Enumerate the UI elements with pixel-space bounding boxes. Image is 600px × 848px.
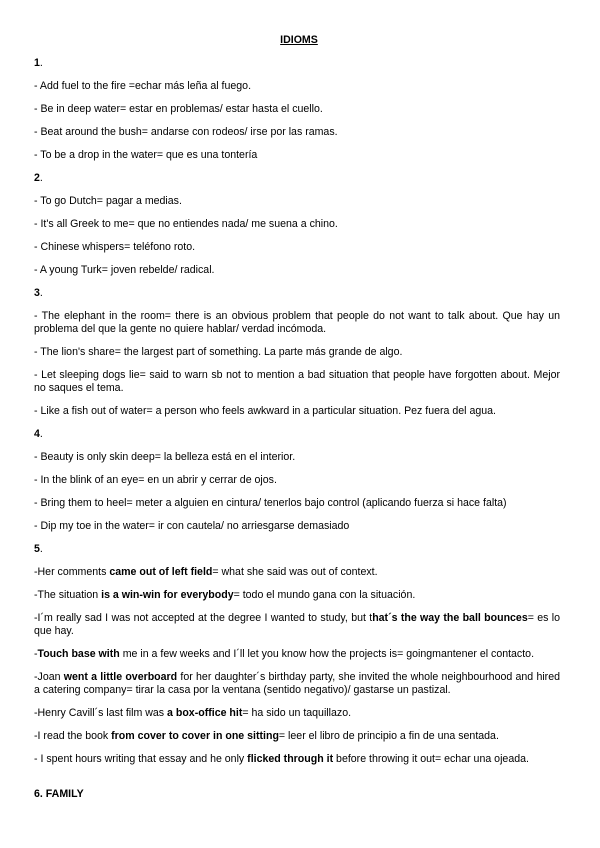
idiom-text: = what she said was out of context. bbox=[212, 566, 378, 578]
section-number-value: 3 bbox=[34, 287, 40, 299]
idiom-text: - Let sleeping dogs lie= said to warn sb not to mention a bad situation that people have forgotten about. Mejor no saques el tema. bbox=[34, 369, 560, 394]
idiom-text: - To go Dutch= pagar a medias. bbox=[34, 195, 182, 207]
idiom-item bbox=[34, 369, 560, 395]
idiom-phrase: hat´s the way the ball bounces bbox=[372, 612, 528, 624]
idiom-item bbox=[34, 753, 560, 766]
idiom-phrase: came out of left field bbox=[109, 566, 213, 578]
idiom-item bbox=[34, 195, 560, 208]
idiom-text: -Joan bbox=[34, 671, 64, 683]
idiom-item bbox=[34, 707, 560, 720]
idiom-text: - The elephant in the room= there is an obvious problem that people do not want to talk about. Que hay un problema del que la gente no quiere hablar/ verdad incómoda. bbox=[34, 310, 560, 335]
idiom-text: -Her comments bbox=[34, 566, 110, 578]
idiom-text: for her daughter´s birthday party, she invited the whole neighbourhood and hired a catering company= tirar la casa por la ventana (sentido negativo)/ gastarse un pastizal. bbox=[34, 671, 560, 696]
idiom-text: - bbox=[34, 648, 38, 660]
idiom-item bbox=[34, 730, 560, 743]
idiom-text: = todo el mundo gana con la situación. bbox=[233, 589, 416, 601]
idiom-text: = es lo que hay. bbox=[34, 612, 560, 637]
idiom-text: - Beauty is only skin deep= la belleza está en el interior. bbox=[34, 451, 296, 463]
idiom-item bbox=[34, 497, 560, 510]
idiom-phrase: a box-office hit bbox=[167, 707, 243, 719]
idiom-item bbox=[34, 310, 560, 336]
section-number-value: 5 bbox=[34, 543, 40, 555]
idiom-text: - To be a drop in the water= que es una tontería bbox=[34, 149, 258, 161]
idiom-text: - The lion's share= the largest part of something. La parte más grande de algo. bbox=[34, 346, 403, 358]
idiom-text: - Be in deep water= estar en problemas/ estar hasta el cuello. bbox=[34, 103, 323, 115]
idiom-text: - It's all Greek to me= que no entiendes nada/ me suena a chino. bbox=[34, 218, 338, 230]
section-number: 5. bbox=[34, 543, 43, 555]
idiom-item bbox=[34, 648, 560, 661]
idiom-text: = ha sido un taquillazo. bbox=[242, 707, 352, 719]
idiom-phrase: went a little overboard bbox=[63, 671, 178, 683]
idiom-item bbox=[34, 264, 560, 277]
idiom-item bbox=[34, 346, 560, 359]
idiom-item bbox=[34, 241, 560, 254]
idiom-sections bbox=[34, 57, 560, 766]
idiom-item bbox=[34, 451, 560, 464]
idiom-text: - A young Turk= joven rebelde/ radical. bbox=[34, 264, 215, 276]
section-number: 2. bbox=[34, 172, 43, 184]
document-title: IDIOMS bbox=[280, 34, 318, 46]
idiom-item bbox=[34, 149, 560, 162]
idiom-item bbox=[34, 612, 560, 638]
section-number-value: 4 bbox=[34, 428, 40, 440]
idiom-item bbox=[34, 80, 560, 93]
idiom-text: - Dip my toe in the water= ir con cautela/ no arriesgarse demasiado bbox=[34, 520, 350, 532]
section-number-value: 1 bbox=[34, 57, 40, 69]
idiom-text: before throwing it out= echar una ojeada. bbox=[333, 753, 529, 765]
idiom-item bbox=[34, 520, 560, 533]
idiom-text: - Chinese whispers= teléfono roto. bbox=[34, 241, 196, 253]
section-number: 3. bbox=[34, 287, 43, 299]
section-heading-family: 6. FAMILY bbox=[34, 788, 84, 800]
idiom-phrase: from cover to cover in one sitting bbox=[111, 730, 279, 742]
idiom-text: -The situation bbox=[34, 589, 102, 601]
idiom-item bbox=[34, 218, 560, 231]
idiom-item bbox=[34, 589, 560, 602]
idiom-text: -I´m really sad I was not accepted at the degree I wanted to study, but t bbox=[34, 612, 373, 624]
idiom-text: me in a few weeks and I´ll let you know how the projects is= goingmantener el contacto. bbox=[119, 648, 535, 660]
idiom-text: -I read the book bbox=[34, 730, 112, 742]
idiom-item bbox=[34, 474, 560, 487]
idiom-item bbox=[34, 566, 560, 579]
idiom-phrase: is a win-win for everybody bbox=[101, 589, 234, 601]
idiom-text: -Henry Cavill´s last film was bbox=[34, 707, 168, 719]
section-number-value: 2 bbox=[34, 172, 40, 184]
idiom-phrase: flicked through it bbox=[247, 753, 334, 765]
idiom-item bbox=[34, 126, 560, 139]
idiom-item bbox=[34, 103, 560, 116]
section-number: 4. bbox=[34, 428, 43, 440]
idiom-text: - Add fuel to the fire =echar más leña al fuego. bbox=[34, 80, 252, 92]
idiom-text: - Like a fish out of water= a person who feels awkward in a particular situation. Pez fuera del agua. bbox=[34, 405, 496, 417]
idiom-text: - Bring them to heel= meter a alguien en cintura/ tenerlos bajo control (aplicando fuerza si hace falta) bbox=[34, 497, 507, 509]
idiom-text: - In the blink of an eye= en un abrir y cerrar de ojos. bbox=[34, 474, 277, 486]
idiom-text: - I spent hours writing that essay and he only bbox=[34, 753, 248, 765]
idiom-item bbox=[34, 671, 560, 697]
idiom-text: = leer el libro de principio a fin de una sentada. bbox=[278, 730, 499, 742]
idiom-item bbox=[34, 405, 560, 418]
idiom-phrase: Touch base with bbox=[37, 648, 120, 660]
section-number: 1. bbox=[34, 57, 43, 69]
idiom-text: - Beat around the bush= andarse con rodeos/ irse por las ramas. bbox=[34, 126, 338, 138]
